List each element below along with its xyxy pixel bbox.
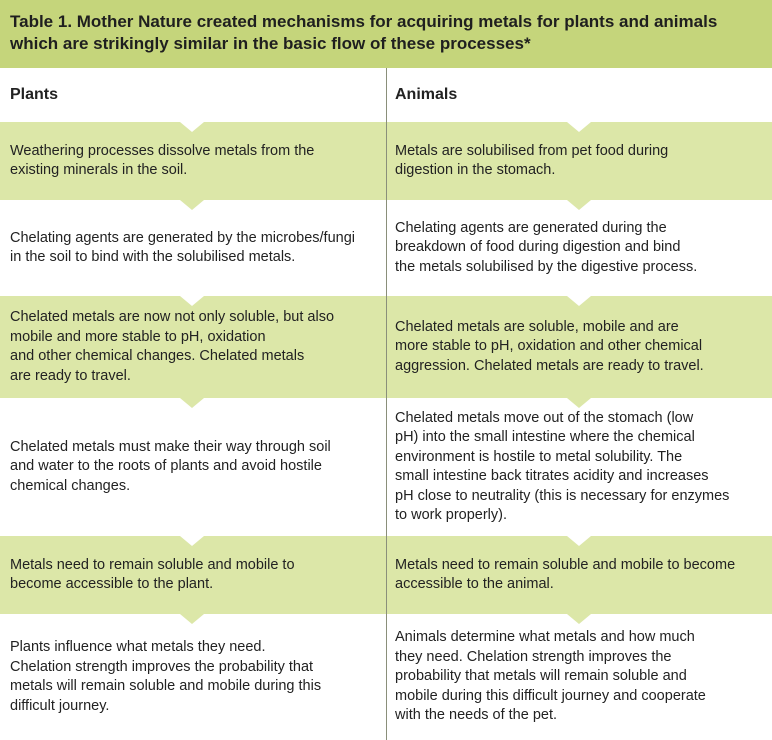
animals-cell: Chelating agents are generated during the breakdown of food during digestion and bind the metals solubilised by the digestive process. [395,219,698,275]
header-plants: Plants [10,86,59,104]
plants-cell: Plants influence what metals they need. Chelation strength improves the probability that metals will remain soluble and mobile during this difficult journey. [10,639,322,714]
plants-cell: Chelated metals must make their way through soil and water to the roots of plants and avoid hostile chemical changes. [10,438,331,494]
animals-cell: Metals need to remain soluble and mobile to become accessible to the animal. [395,556,736,592]
plants-cell: Chelating agents are generated by the microbes/fungi in the soil to bind with the solubilised metals. [10,229,355,265]
animals-cell: Chelated metals are soluble, mobile and are more stable to pH, oxidation and other chemical aggression. Chelated metals are ready to travel. [395,318,704,374]
plants-cell: Weathering processes dissolve metals from the existing minerals in the soil. [10,142,315,178]
column-divider [386,68,387,740]
header-animals: Animals [395,86,458,104]
plants-cell: Chelated metals are now not only soluble, but also mobile and more stable to pH, oxidation and other chemical changes. Chelated metals are ready to travel. [10,309,335,384]
animals-cell: Metals are solubilised from pet food during digestion in the stomach. [395,142,669,178]
table-title-line1: Table 1. Mother Nature created mechanisms for acquiring metals for plants and animals [10,12,718,31]
animals-cell: Chelated metals move out of the stomach (low pH) into the small intestine where the chemical environment is hostile to metal solubility. The small intestine back titrates acidity and increases pH close to neutrality (this is necessary for enzymes to work properly). [395,409,730,523]
table-title-line2: which are strikingly similar in the basic flow of these processes* [10,34,531,53]
plants-cell: Metals need to remain soluble and mobile to become accessible to the plant. [10,556,295,592]
table-title [0,0,772,68]
animals-cell: Animals determine what metals and how much they need. Chelation strength improves the probability that metals will remain soluble and mobile during this difficult journey and cooperate with the needs of the pet. [395,629,706,724]
